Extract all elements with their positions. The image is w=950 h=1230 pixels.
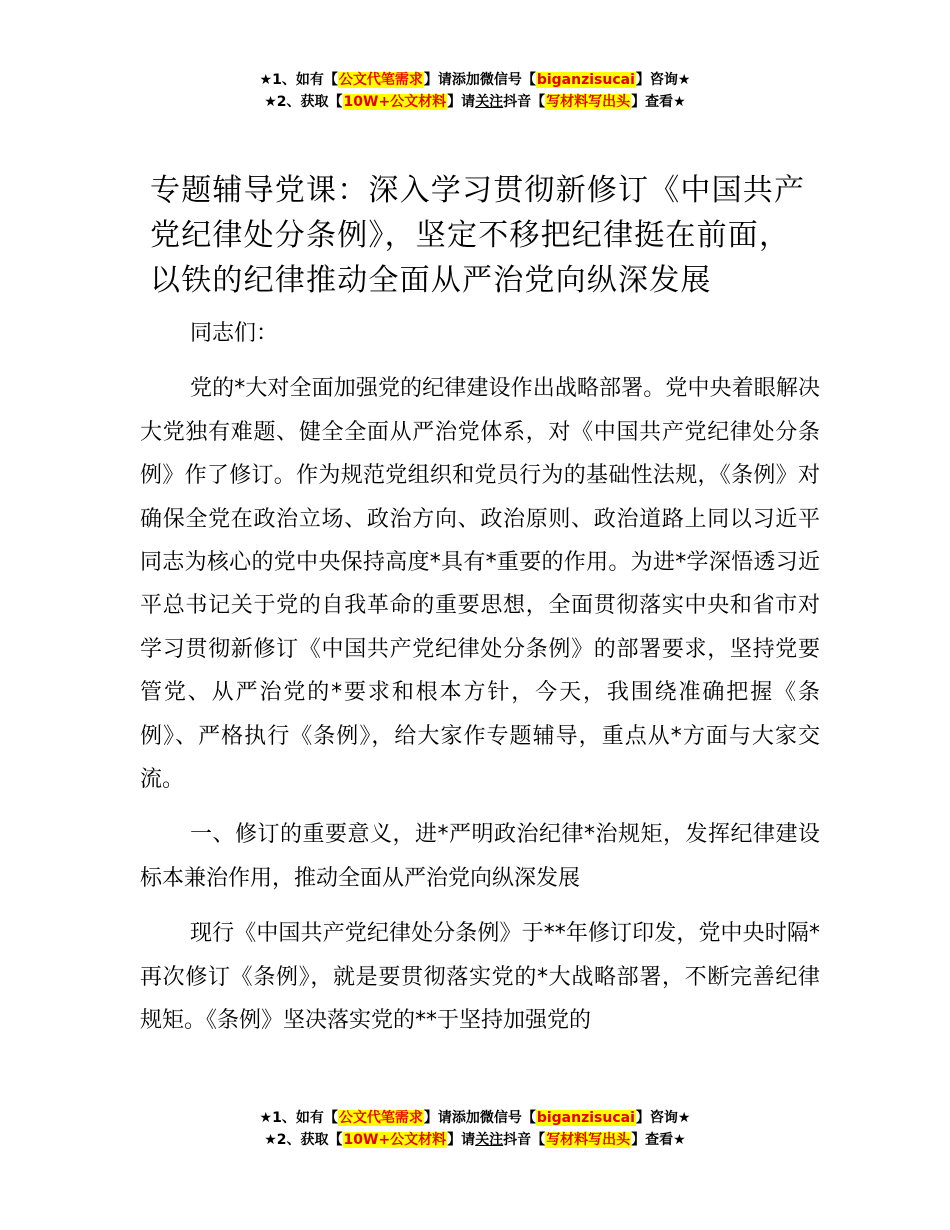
banner-line-1 [0,69,950,91]
banner-text: 】咨询★ [635,72,691,88]
banner-highlight: 10W+公文材料 [343,94,447,110]
banner-text: 】请 [447,94,476,110]
banner-highlight: 公文代笔需求 [338,72,423,88]
body-paragraph: 现行《中国共产党纪律处分条例》于**年修订印发，党中央时隔*再次修订《条例》，就是要贯彻落实党的*大战略部署，不断完善纪律规矩。《条例》坚决落实党的**于坚持加强党的 [140,921,820,1034]
banner-highlight: 公文代笔需求 [338,1110,423,1126]
banner-line-1 [0,1107,950,1129]
banner-text: 】请添加微信号【 [423,1110,536,1126]
banner-underlined: 关注 [475,94,504,110]
banner-highlight: 写材料写出头 [546,1132,631,1148]
body-paragraph: 党的*大对全面加强党的纪律建设作出战略部署。党中央着眼解决大党独有难题、健全全面从严治党体系，对《中国共产党纪律处分条例》作了修订。作为规范党组织和党员行为的基础性法规，《条例》对确保全党在政治立场、政治方向、政治原则、政治道路上同以习近平同志为核心的党中央保持高度*具有*重要的作用。为进*学深悟透习近平总书记关于党的自我革命的重要思想，全面贯彻落实中央和省市对学习贯彻新修订《中国共产党纪律处分条例》的部署要求，坚持党要管党、从严治党的*要求和根本方针，今天，我围绕准确把握《条例》、严格执行《条例》，给大家作专题辅导，重点从*方面与大家交流。 [140,376,820,793]
banner-text: ★1、如有【 [259,72,338,88]
banner-highlight-wechat-id: biganzisucai [536,72,635,88]
banner-text: ★2、获取【 [264,1132,343,1148]
banner-text: 】咨询★ [635,1110,691,1126]
banner-text: 】查看★ [631,1132,686,1148]
banner-text: ★1、如有【 [259,1110,338,1126]
banner-highlight: 写材料写出头 [546,94,631,110]
section-heading: 一、修订的重要意义，进*严明政治纪律*治规矩，发挥纪律建设标本兼治作用，推动全面从严治党向纵深发展 [140,822,820,891]
salutation: 同志们： [190,321,279,346]
banner-highlight-wechat-id: biganzisucai [536,1110,635,1126]
banner-line-2 [0,1129,950,1151]
footer-banner [0,1107,950,1151]
banner-text: 】请添加微信号【 [423,72,536,88]
banner-text: 抖音【 [503,94,546,110]
banner-highlight: 10W+公文材料 [343,1132,447,1148]
banner-underlined: 关注 [475,1132,504,1148]
header-banner [0,69,950,113]
banner-text: 抖音【 [503,1132,546,1148]
banner-text: ★2、获取【 [264,94,343,110]
document-body [140,312,820,1055]
document-title: 专题辅导党课：深入学习贯彻新修订《中国共产党纪律处分条例》，坚定不移把纪律挺在前面，以铁的纪律推动全面从严治党向纵深发展 [150,173,806,298]
banner-line-2 [0,91,950,113]
banner-text: 】请 [447,1132,476,1148]
banner-text: 】查看★ [631,94,686,110]
